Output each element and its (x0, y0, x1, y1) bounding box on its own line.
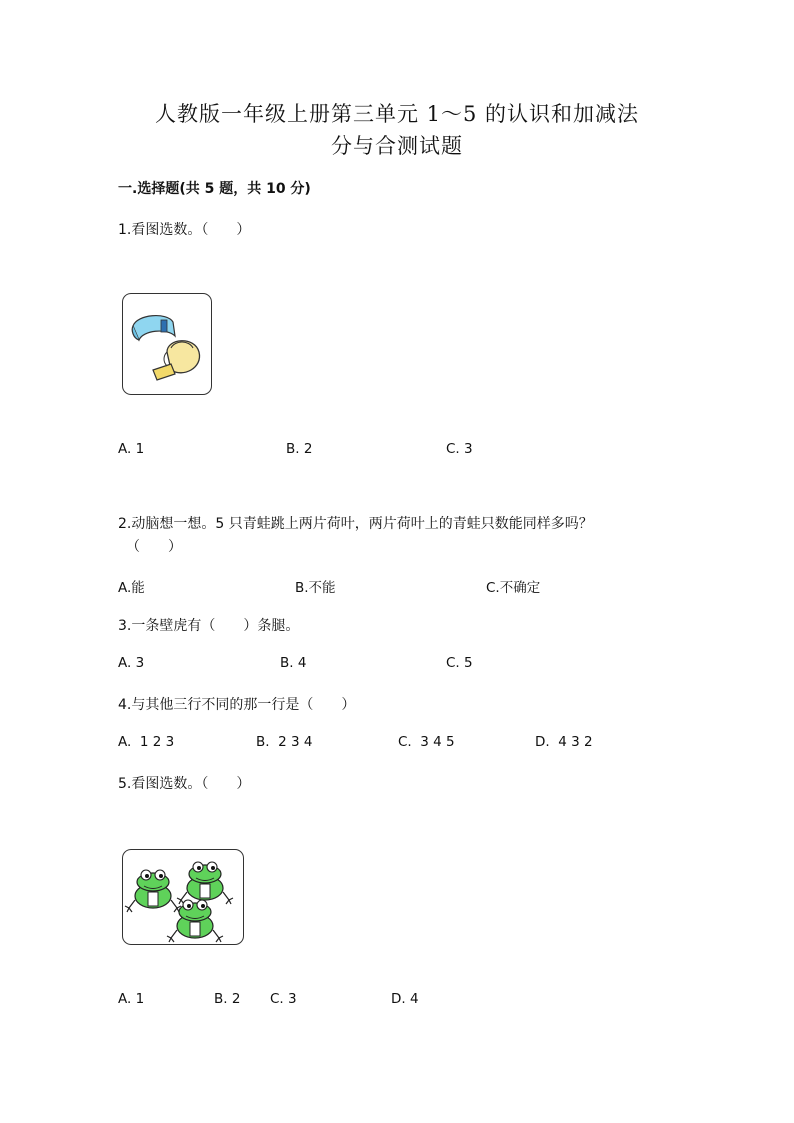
question-5 (118, 773, 250, 793)
question-text: 动脑想一想。5 只青蛙跳上两片荷叶，两片荷叶上的青蛙只数能同样多吗？ (131, 516, 593, 532)
question-3-option-c[interactable]: C. 5 (446, 655, 473, 671)
question-4-option-c[interactable]: C. 3 4 5 (398, 734, 455, 750)
page-title-line-2: 分与合测试题 (331, 134, 463, 158)
question-4-option-a[interactable]: A. 1 2 3 (118, 734, 175, 750)
question-4-option-b[interactable]: B. 2 3 4 (256, 734, 313, 750)
question-2-answer-blank: （ ） (126, 539, 182, 555)
question-5-option-a[interactable]: A. 1 (118, 991, 145, 1007)
question-1-option-a[interactable]: A. 1 (118, 441, 145, 457)
question-5-option-c[interactable]: C. 3 (270, 991, 297, 1007)
question-5-option-b[interactable]: B. 2 (214, 991, 241, 1007)
question-3-option-b[interactable]: B. 4 (280, 655, 307, 671)
question-text: 看图选数。（ ） (131, 222, 251, 238)
question-text: 与其他三行不同的那一行是（ ） (131, 697, 356, 713)
section-heading: 一.选择题(共 5 题，共 10 分) (118, 181, 311, 197)
question-2 (118, 513, 593, 533)
whistle-icon (123, 294, 211, 394)
question-text: 看图选数。（ ） (131, 776, 251, 792)
question-3 (118, 615, 299, 635)
question-5-image-frame (122, 849, 244, 945)
question-1 (118, 219, 250, 239)
question-1-option-c[interactable]: C. 3 (446, 441, 473, 457)
question-text: 一条壁虎有（ ）条腿。 (131, 618, 300, 634)
question-2-option-c[interactable]: C.不确定 (486, 580, 541, 596)
question-5-option-d[interactable]: D. 4 (391, 991, 419, 1007)
question-1-image-frame (122, 293, 212, 395)
question-1-option-b[interactable]: B. 2 (286, 441, 313, 457)
question-number: 2. (118, 516, 132, 532)
question-number: 4. (118, 697, 132, 713)
question-number: 1. (118, 222, 132, 238)
question-number: 3. (118, 618, 132, 634)
question-2-option-b[interactable]: B.不能 (295, 580, 336, 596)
frog-icon (123, 850, 243, 944)
question-2-option-a[interactable]: A.能 (118, 580, 145, 596)
question-3-option-a[interactable]: A. 3 (118, 655, 145, 671)
question-number: 5. (118, 776, 132, 792)
page-title-line-1: 人教版一年级上册第三单元 1～5 的认识和加减法 (154, 102, 640, 126)
question-4-option-d[interactable]: D. 4 3 2 (535, 734, 593, 750)
question-4 (118, 694, 355, 714)
